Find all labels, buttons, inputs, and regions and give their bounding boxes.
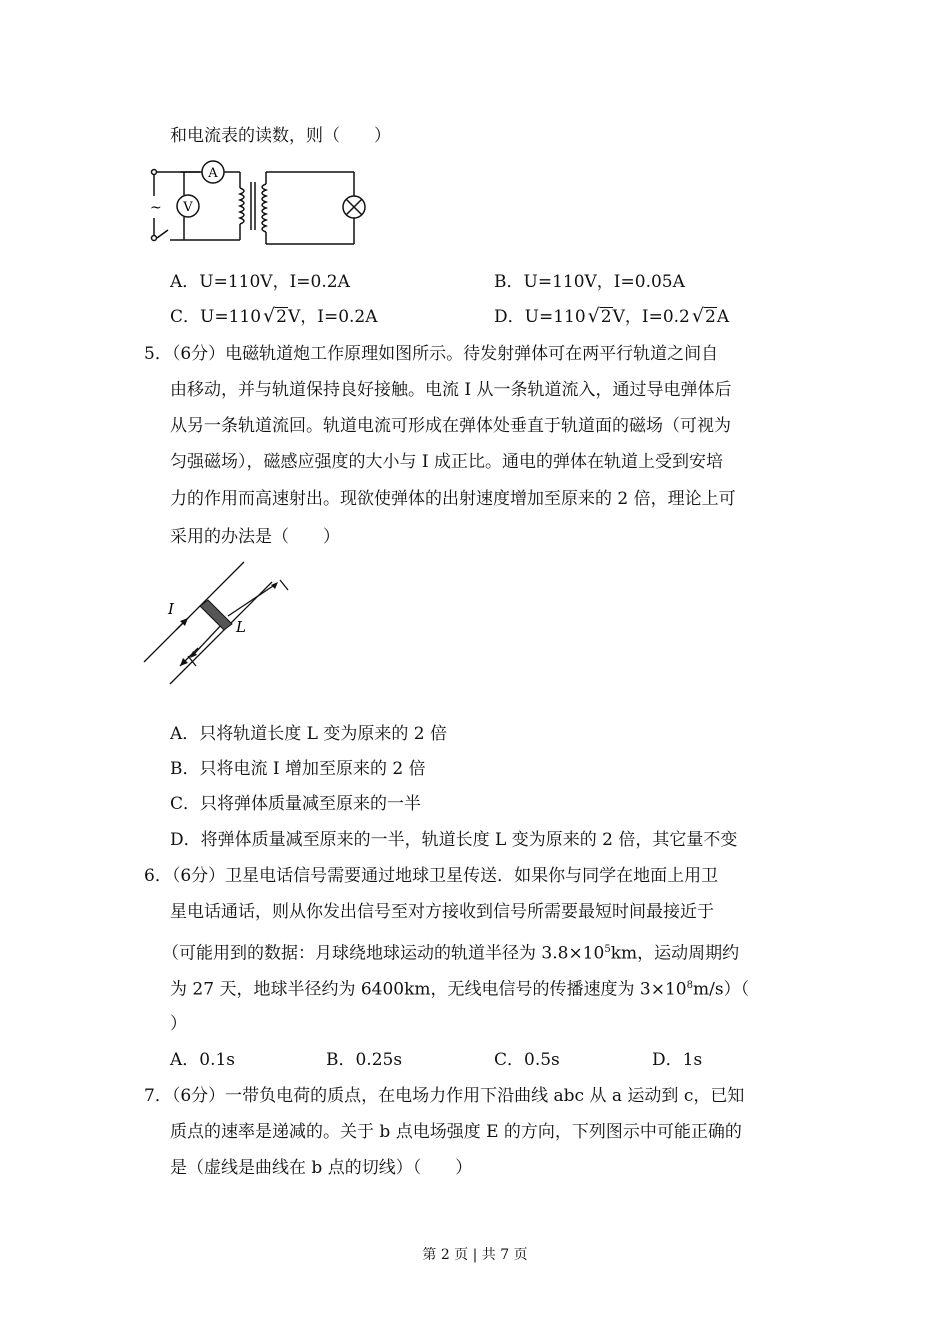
q6-stem-line-2: 星电话通话，则从你发出信号至对方接收到信号所需要最短时间最接近于 xyxy=(170,902,714,922)
q6-stem-line-4: 为 27 天，地球半径约为 6400km，无线电信号的传播速度为 $3\times 10^8m/s$）（ xyxy=(170,979,750,1000)
q6-option-a[interactable]: A．0.1s xyxy=(170,1050,236,1070)
q5-stem-line-1: 5．（6分）电磁轨道炮工作原理如图所示。待发射弹体可在两平行轨道之间自 xyxy=(144,344,719,364)
ammeter-label: A xyxy=(208,166,218,181)
page-footer: 第 2 页 | 共 7 页 xyxy=(422,1247,528,1263)
q6-option-d[interactable]: D．1s xyxy=(652,1050,703,1070)
q5-option-a[interactable]: A．只将轨道长度 L 变为原来的 2 倍 xyxy=(170,724,447,744)
q4-option-c[interactable]: C．U=110 √2V，I=0.2A xyxy=(170,305,378,327)
q7-stem-line-1: 7．（6分）一带负电荷的质点，在电场力作用下沿曲线 abc 从 a 运动到 c，已知 xyxy=(144,1086,745,1106)
voltmeter-label: V xyxy=(183,200,193,215)
q5-option-c[interactable]: C．只将弹体质量减至原来的一半 xyxy=(170,794,422,814)
q4-option-a[interactable]: A．U=110V，I=0.2A xyxy=(170,272,350,292)
q6-stem-line-1: 6．（6分）卫星电话信号需要通过地球卫星传送．如果你与同学在地面上用卫 xyxy=(144,866,719,886)
q5-option-d[interactable]: D．将弹体质量减至原来的一半，轨道长度 L 变为原来的 2 倍，其它量不变 xyxy=(170,830,738,850)
q5-stem-line-4: 匀强磁场），磁感应强度的大小与 I 成正比。通电的弹体在轨道上受到安培 xyxy=(170,452,724,472)
q6-stem-line-5: ） xyxy=(170,1014,187,1034)
q6-option-c[interactable]: C．0.5s xyxy=(494,1050,560,1070)
q5-rail-gun-figure xyxy=(140,558,300,690)
q6-option-b[interactable]: B．0.25s xyxy=(326,1050,403,1070)
q6-stem-line-3: （可能用到的数据：月球绕地球运动的轨道半径为 $3.8\times 10^5km$，运动周期约 xyxy=(162,943,740,964)
sqrt-symbol: √2 xyxy=(587,305,612,327)
q5-stem-line-2: 由移动，并与轨道保持良好接触。电流 I 从一条轨道流入，通过导电弹体后 xyxy=(170,380,732,400)
q4-option-d[interactable]: D．U=110 √2V，I=0.2 √2A xyxy=(494,305,730,327)
q5-stem-line-5: 力的作用而高速射出。现欲使弹体的出射速度增加至原来的 2 倍，理论上可 xyxy=(170,489,736,509)
q7-stem-line-2: 质点的速率是递减的。关于 b 点电场强度 E 的方向，下列图示中可能正确的 xyxy=(170,1122,742,1142)
q5-stem-line-3: 从另一条轨道流回。轨道电流可形成在弹体处垂直于轨道面的磁场（可视为 xyxy=(170,416,731,436)
ac-source-icon: ~ xyxy=(150,200,162,216)
q7-stem-line-3: 是（虚线是曲线在 b 点的切线）（ ） xyxy=(170,1158,473,1178)
current-label: I xyxy=(168,600,174,618)
q5-option-b[interactable]: B．只将电流 I 增加至原来的 2 倍 xyxy=(170,759,426,779)
q5-stem-line-6: 采用的办法是（ ） xyxy=(170,527,340,547)
q4-option-b[interactable]: B．U=110V，I=0.05A xyxy=(494,272,685,292)
sqrt-symbol: √2 xyxy=(691,305,716,327)
sqrt-symbol: √2 xyxy=(263,305,287,327)
length-label: L xyxy=(236,618,246,636)
q4-stem-tail: 和电流表的读数，则（ ） xyxy=(170,126,391,146)
q4-transformer-circuit-figure xyxy=(140,158,370,250)
